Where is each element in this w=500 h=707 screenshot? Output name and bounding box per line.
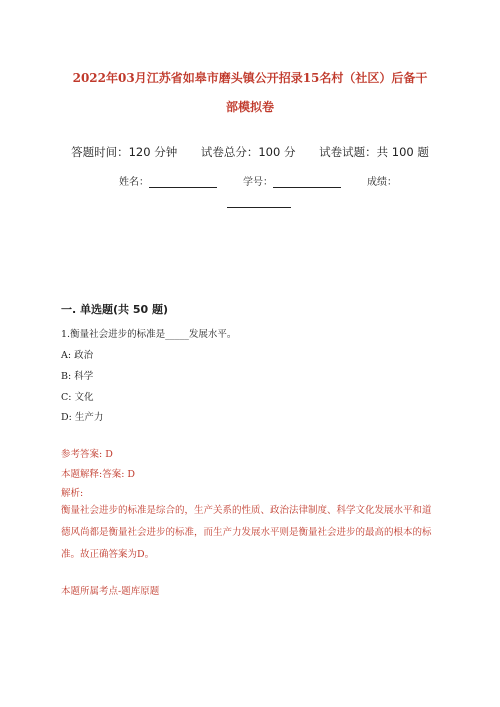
exam-question-count: 试卷试题：共 100 题 [319,145,429,159]
student-id-label: 学号： [243,177,273,188]
option-a: A: 政治 [61,350,94,361]
option-c: C: 文化 [61,392,94,403]
grade-blank [227,207,291,208]
section-heading: 一. 单选题(共 50 题) [61,303,169,316]
exam-title-line1: 2022年03月江苏省如皋市磨头镇公开招录15名村（社区）后备干 [72,71,428,85]
name-field [119,173,217,188]
analysis-label: 解析: [61,488,84,499]
grade-label: 成绩： [367,177,397,188]
reference-answer: 参考答案: D [61,449,113,460]
exam-meta [0,144,500,160]
option-b: B: 科学 [61,371,94,382]
answer-explanation: 衡量社会进步的标准是综合的，生产关系的性质、政治法律制度、科学文化发展水平和道德风尚都是衡量社会进步的标准，而生产力发展水平则是衡量社会进步的最高的根本的标准。故正确答案为D。 [61,505,432,560]
grade-field [367,173,397,188]
answer-analysis: 本题解释:答案: D [61,469,136,480]
question-stem: 1.衡量社会进步的标准是_____发展水平。 [61,329,237,340]
student-id-field [243,173,341,188]
exam-time: 答题时间：120 分钟 [71,145,178,159]
name-label: 姓名： [119,177,149,188]
exam-title [60,64,440,122]
option-d: D: 生产力 [61,412,104,423]
source-note: 本题所属考点-题库原题 [61,586,160,597]
exam-total-score: 试卷总分：100 分 [200,145,296,159]
exam-title-line2: 部模拟卷 [225,100,274,114]
student-id-blank [273,177,341,188]
name-blank [149,177,217,188]
